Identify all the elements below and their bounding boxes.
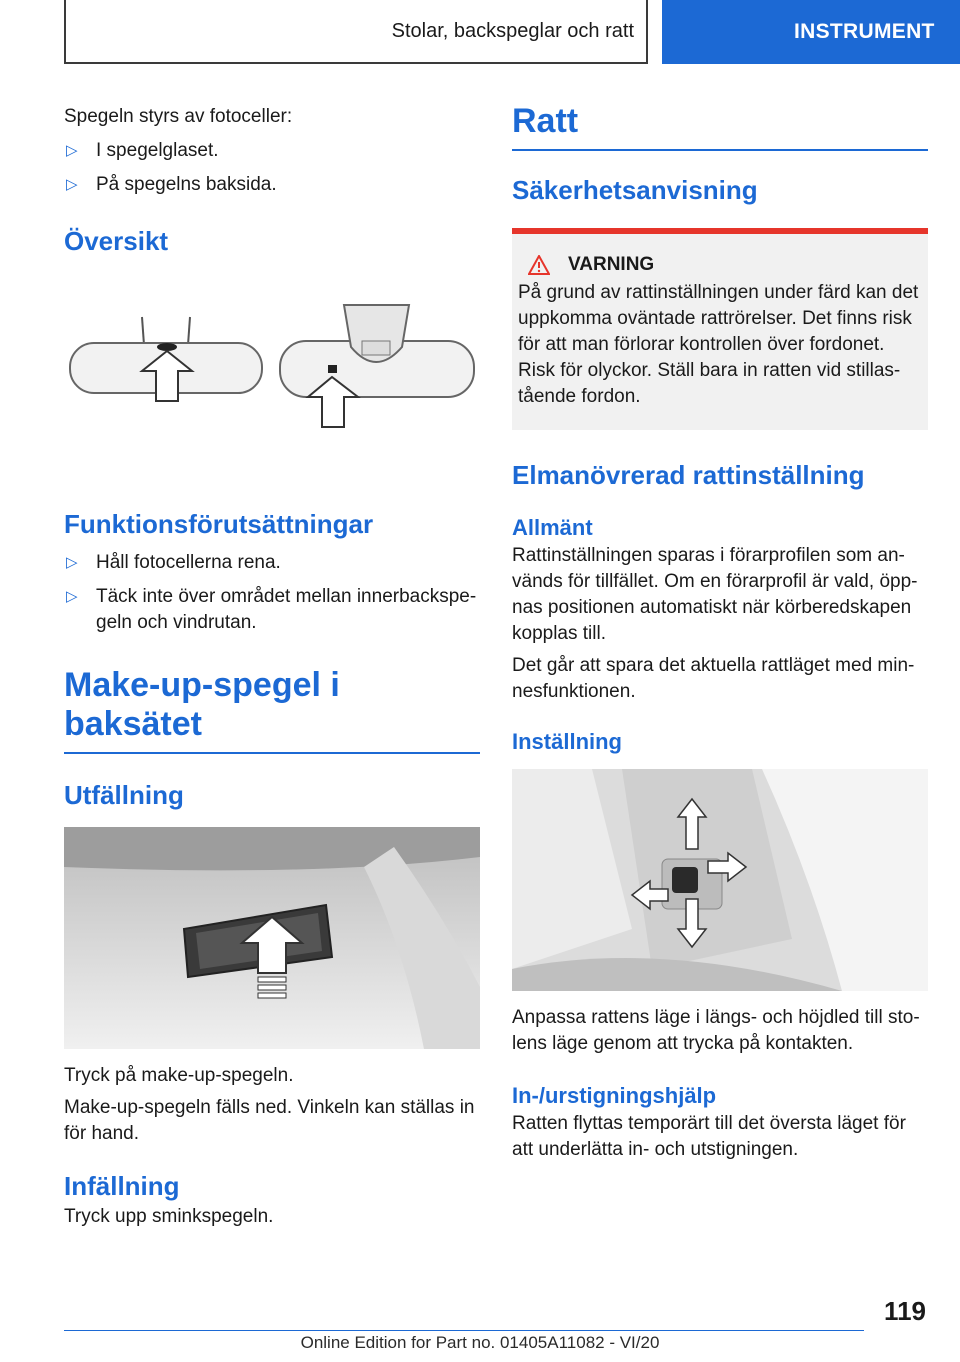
triangle-bullet-icon: ▷ — [66, 176, 78, 193]
triangle-bullet-icon: ▷ — [66, 588, 78, 605]
footer-edition: Online Edition for Part no. 01405A11082 - VI/20 — [300, 1333, 660, 1352]
page-number: 119 — [884, 1296, 926, 1326]
section-heading-sakerhet: Säkerhetsanvisning — [512, 175, 758, 205]
list-item — [64, 550, 480, 576]
list-item — [64, 138, 480, 164]
allmant-text-1: Rattinställningen sparas i förarprofilen som an-vänds för tillfället. Om en förarprofil är vald, öpp-nas positionen automatiskt när körberedskapen kopplas till. — [512, 545, 918, 644]
infallning-text: Tryck upp sminkspegeln. — [64, 1206, 274, 1227]
header-section-box — [64, 0, 648, 64]
right-column — [512, 102, 928, 1163]
section-heading-oversikt: Översikt — [64, 226, 169, 256]
makeup-mirror-figure — [64, 827, 480, 1049]
intro-text: Spegeln styrs av fotoceller: — [64, 106, 293, 127]
utfallning-text-1: Tryck på make-up-spegeln. — [64, 1065, 294, 1086]
list-item-text: I spegelglaset. — [96, 140, 219, 161]
list-item-text: På spegelns baksida. — [96, 174, 277, 195]
section-heading-allmant: Allmänt — [512, 515, 593, 540]
section-heading-installning: Inställning — [512, 729, 622, 754]
triangle-bullet-icon: ▷ — [66, 554, 78, 571]
warning-text: På grund av rattinställningen under färd kan det uppkomma oväntade rattrörelser. Det finns risk för att man förlorar kontrollen över fordonet. Risk för olyckor. Ställ bara in ratten vid stillas-tående fordon. — [518, 282, 919, 407]
section-heading-utfallning: Utfällning — [64, 780, 184, 810]
section-heading-funktion: Funktionsförutsättningar — [64, 509, 374, 539]
footer-divider — [64, 1330, 864, 1331]
list-item-text: Håll fotocellerna rena. — [96, 552, 281, 573]
warning-title: VARNING — [568, 254, 655, 275]
section-heading-makeup: Make-up-spegel i baksätet — [64, 666, 480, 754]
allmant-text-2: Det går att spara det aktuella rattläget med min-nesfunktionen. — [512, 655, 915, 702]
steering-adjust-figure — [512, 769, 928, 991]
header-chapter-tab — [662, 0, 960, 64]
left-column — [64, 100, 480, 1230]
warning-triangle-icon — [528, 255, 550, 275]
section-heading-infallning: Infällning — [64, 1171, 180, 1201]
section-heading-elman: Elmanövrerad rattinställning — [512, 460, 865, 490]
installning-text: Anpassa rattens läge i längs- och höjdled till sto-lens läge genom att trycka på kontakten. — [512, 1007, 920, 1054]
section-heading-ratt: Ratt — [512, 102, 928, 151]
list-item — [64, 584, 480, 636]
warning-title-row — [528, 254, 922, 276]
list-item-text: Täck inte över området mellan innerbackspe-geln och vindrutan. — [96, 586, 477, 633]
utfallning-text-2: Make-up-spegeln fälls ned. Vinkeln kan ställas in för hand. — [64, 1097, 475, 1144]
warning-box — [512, 228, 928, 430]
instig-text: Ratten flyttas temporärt till det översta läget för att underlätta in- och utstigningen. — [512, 1113, 906, 1160]
header-section-title: Stolar, backspeglar och ratt — [391, 19, 634, 42]
mirror-overview-figure — [64, 297, 480, 447]
section-heading-instig: In-/urstigningshjälp — [512, 1083, 717, 1108]
header-chapter-title: INSTRUMENT — [794, 20, 935, 43]
list-item — [64, 172, 480, 198]
triangle-bullet-icon: ▷ — [66, 142, 78, 159]
